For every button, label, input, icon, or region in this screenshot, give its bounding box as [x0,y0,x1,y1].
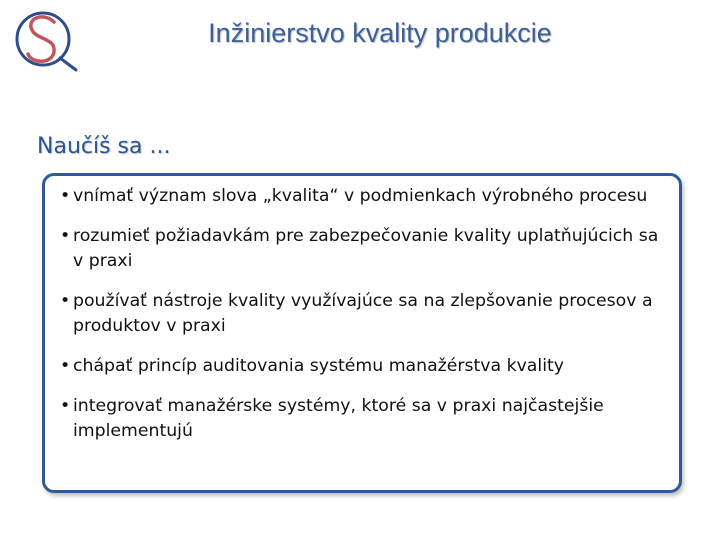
section-heading: Naučíš sa ... [37,134,171,159]
bullet-icon: • [60,396,71,416]
slide-title: Inžinierstvo kvality produkcie [208,18,552,48]
bullet-list [60,184,670,459]
logo [10,8,80,74]
bullet-icon: • [60,226,71,246]
bullet-text: používať nástroje kvality využívajúce sa na zlepšovanie procesov a produktov v praxi [73,291,653,336]
bullet-icon: • [60,186,71,206]
content-box [42,173,682,493]
list-item [60,354,670,379]
list-item [60,184,670,209]
bullet-text: integrovať manažérske systémy, ktoré sa v praxi najčastejšie implementujú [73,396,604,441]
bullet-text: rozumieť požiadavkám pre zabezpečovanie kvality uplatňujúcich sa v praxi [73,226,659,271]
list-item [60,394,670,444]
bullet-text: chápať princíp auditovania systému manažérstva kvality [73,356,564,376]
bullet-text: vnímať význam slova „kvalita“ v podmienkach výrobného procesu [73,186,648,206]
list-item [60,289,670,339]
bullet-icon: • [60,291,71,311]
list-item [60,224,670,274]
bullet-icon: • [60,356,71,376]
